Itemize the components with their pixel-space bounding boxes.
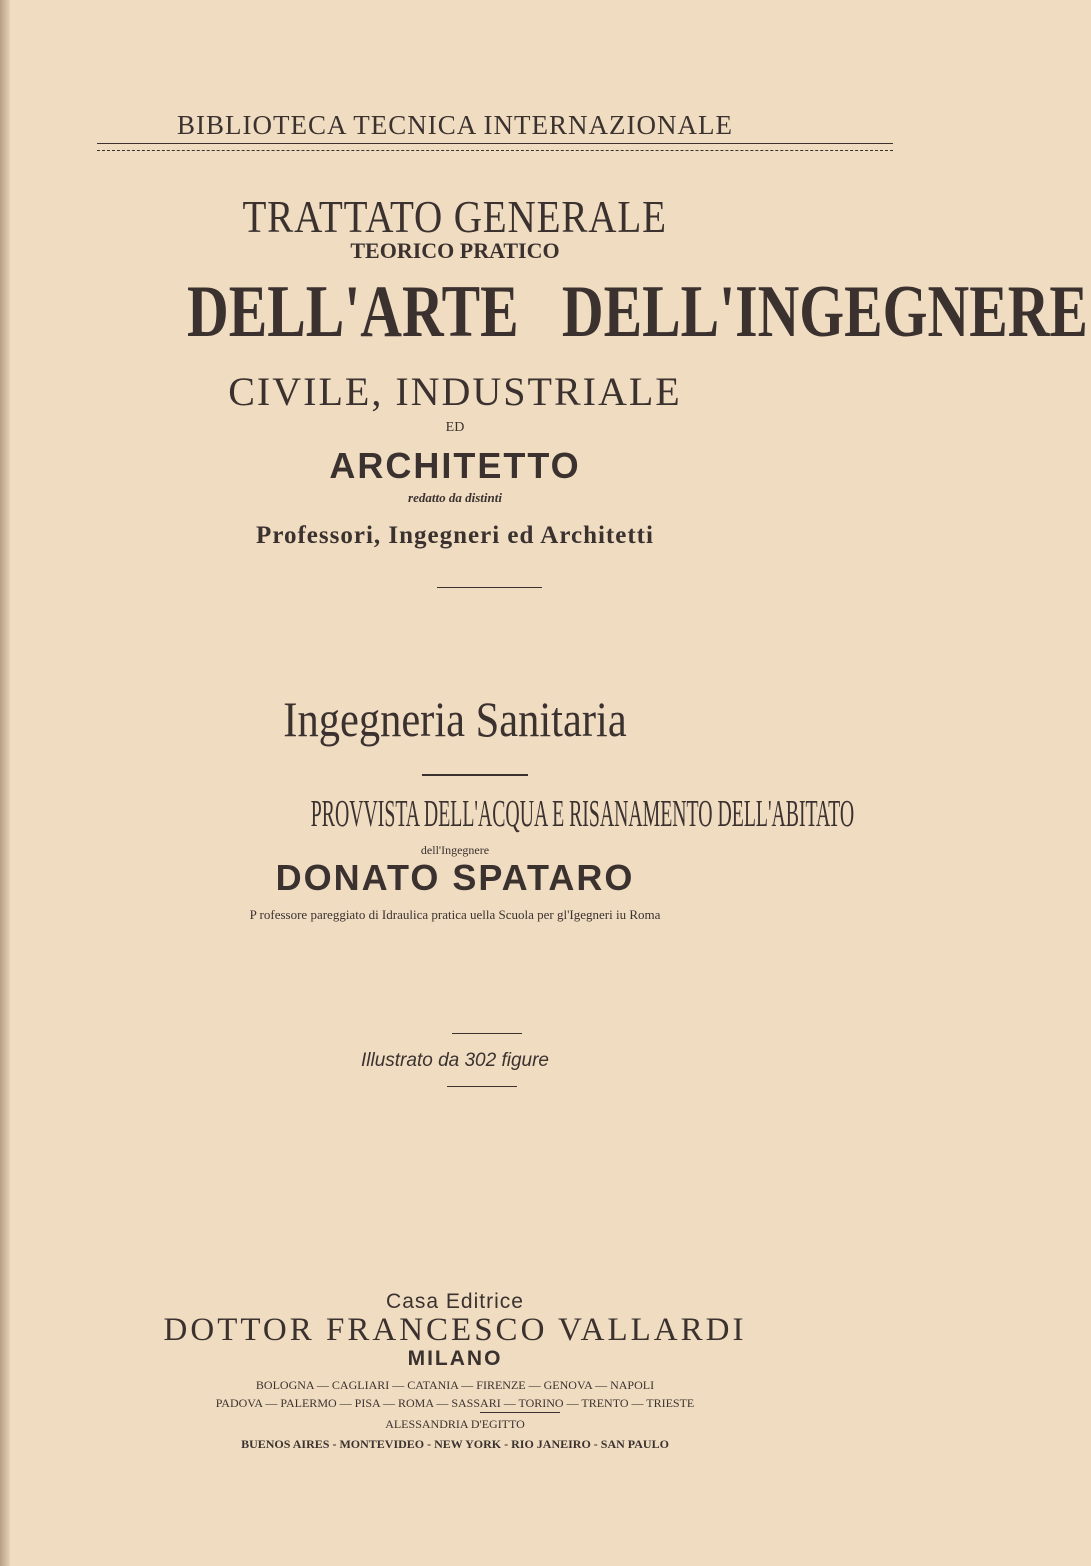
series-title: BIBLIOTECA TECNICA INTERNAZIONALE [177, 110, 733, 140]
title-line-5: ED [445, 420, 465, 435]
publisher-name: DOTTOR FRANCESCO VALLARDI [163, 1312, 747, 1348]
divider [452, 1033, 522, 1034]
divider [422, 774, 528, 776]
title-line-3-text: DELL'ARTE DELL'INGEGNERE [187, 271, 1088, 353]
title-line-2: TEORICO PRATICO [350, 238, 560, 263]
divider [97, 143, 893, 144]
branches-line-1: BOLOGNA — CAGLIARI — CATANIA — FIRENZE — GENOVA — NAPOLI [255, 1378, 655, 1392]
author-prefix: dell'Ingegnere [420, 843, 490, 857]
title-line-1-text: TRATTATO GENERALE [242, 191, 668, 242]
author-name: DONATO SPATARO [275, 857, 635, 898]
title-line-1 [60, 190, 850, 243]
branches-line-4: BUENOS AIRES - MONTEVIDEO - NEW YORK - RIO JANEIRO - SAN PAULO [241, 1437, 669, 1451]
branches-line-3: ALESSANDRIA D'EGITTO [385, 1417, 525, 1431]
page-binding-edge [0, 0, 10, 1566]
title-line-7: redatto da distinti [408, 490, 502, 505]
title-line-3 [60, 270, 1088, 355]
publisher-city: MILANO [407, 1347, 503, 1370]
author-role: P rofessore pareggiato di Idraulica pratica uella Scuola per gl'Igegneri iu Roma [249, 907, 661, 922]
illustrations-note: Illustrato da 302 figure [360, 1050, 549, 1071]
volume-subtitle-text: PROVVISTA DELL'ACQUA E RISANAMENTO DELL'ABITATO [310, 793, 855, 835]
volume-title-text: Ingegneria Sanitaria [283, 691, 627, 747]
divider [437, 587, 542, 588]
volume-subtitle [60, 792, 855, 836]
divider-wavy [97, 150, 893, 152]
volume-title [60, 690, 850, 748]
title-line-6: ARCHITETTO [329, 445, 581, 486]
divider [447, 1086, 517, 1087]
title-line-8: Professori, Ingegneri ed Architetti [256, 522, 654, 549]
title-line-4: CIVILE, INDUSTRIALE [228, 369, 682, 414]
publisher-label: Casa Editrice [386, 1290, 524, 1313]
branches-line-2: PADOVA — PALERMO — PISA — ROMA — SASSARI — TORINO — TRENTO — TRIESTE [215, 1396, 695, 1410]
divider [480, 1412, 560, 1413]
